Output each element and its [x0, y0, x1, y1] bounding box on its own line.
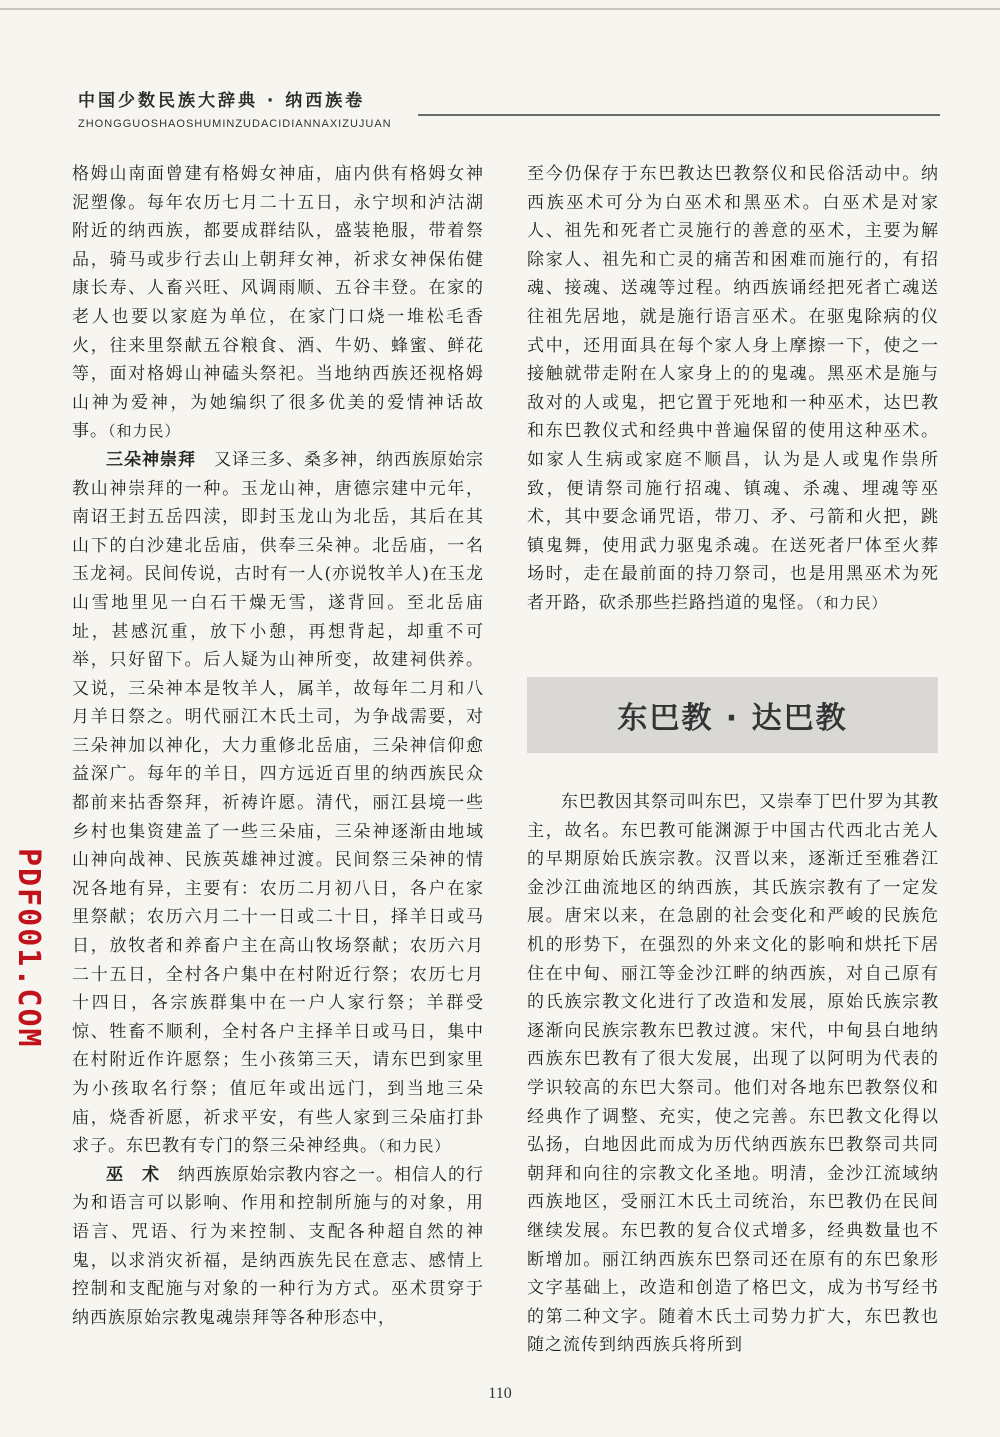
watermark: PDF001.COM: [11, 848, 46, 1049]
author-credit: （和力民）: [815, 593, 888, 612]
author-credit: （和力民）: [378, 1137, 451, 1156]
paragraph-text: 格姆山南面曾建有格姆女神庙，庙内供有格姆女神泥塑像。每年农历七月二十五日，永宁坝和泸沽湖附近的纳西族，都要成群结队，盛装艳服，带着祭品，骑马或步行去山上朝拜女神，祈求女神保佑健康长寿、人畜兴旺、风调雨顺、五谷丰登。在家的老人也要以家庭为单位，在家门口烧一堆松毛香火，往来里祭献五谷粮食、酒、牛奶、蜂蜜、鲜花等，面对格姆山神磕头祭祀。当地纳西族还视格姆山神为爱神，为她编织了很多优美的爱情神话故事。: [72, 164, 484, 442]
entry-body: 纳西族原始宗教内容之一。相信人的行为和语言可以影响、作用和控制所施与的对象，用语言、咒语、行为来控制、支配各种超自然的神鬼，以求消灾祈福，是纳西族先民在意志、感情上控制和支配施与对象的一种行为方式。巫术贯穿于纳西族原始宗教鬼魂崇拜等各种形态中，: [72, 1164, 484, 1328]
paragraph-text: 至今仍保存于东巴教达巴教祭仪和民俗活动中。纳西族巫术可分为白巫术和黑巫术。白巫术是对家人、祖先和死者亡灵施行的善意的巫术，主要为解除家人、祖先和亡灵的痛苦和困难而施行的，有招魂、接魂、送魂等过程。纳西族诵经把死者亡魂送往祖先居地，就是施行语言巫术。在驱鬼除病的仪式中，还用面具在每个家人身上摩擦一下，使之一接触就带走附在人家身上的的鬼魂。黑巫术是施与敌对的人或鬼，把它置于死地和一种巫术，达巴教和东巴教仪式和经典中普遍保留的使用这种巫术。如家人生病或家庭不顺昌，认为是人或鬼作祟所致，便请祭司施行招魂、镇魂、杀魂、埋魂等巫术，其中要念诵咒语，带刀、矛、弓箭和火把，跳镇鬼舞，使用武力驱鬼杀魂。在送死者尸体至火葬场时，走在最前面的持刀祭司，也是用黑巫术为死者开路，砍杀那些拦路挡道的鬼怪。: [527, 164, 939, 613]
header-rule: [418, 114, 940, 116]
author-credit: （和力民）: [108, 422, 181, 441]
section-heading-box: [527, 677, 938, 753]
section-heading: 东巴教 · 达巴教: [617, 701, 848, 736]
entry-title: 三朵神崇拜: [106, 449, 196, 470]
paragraph: [527, 160, 939, 618]
entry-wushu: [72, 1161, 484, 1333]
entry-sanduo: [72, 446, 484, 1161]
entry-title: 巫 术: [106, 1164, 160, 1185]
left-column: [72, 160, 484, 1332]
paragraph: [72, 160, 484, 446]
entry-body: 又译三多、桑多神，纳西族原始宗教山神崇拜的一种。玉龙山神，唐德宗建中元年，南诏王封五岳四渎，即封玉龙山为北岳，其后在其山下的白沙建北岳庙，供奉三朵神。北岳庙，一名玉龙祠。民间传说，古时有一人(亦说牧羊人)在玉龙山雪地里见一白石干燥无雪，遂背回。至北岳庙址，甚感沉重，放下小憩，再想背起，却重不可举，只好留下。后人疑为山神所变，故建祠供养。又说，三朵神本是牧羊人，属羊，故每年二月和八月羊日祭之。明代丽江木氏土司，为争战需要，对三朵神加以神化，大力重修北岳庙，三朵神信仰愈益深广。每年的羊日，四方远近百里的纳西族民众都前来拈香祭拜，祈祷许愿。清代，丽江县境一些乡村也集资建盖了一些三朵庙，三朵神逐渐由地域山神向战神、民族英雄神过渡。民间祭三朵神的情况各地有异，主要有：农历二月初八日，各户在家里祭献；农历六月二十一日或二十日，择羊日或马日，放牧者和养畜户主在高山牧场祭献；农历六月二十五日，全村各户集中在村附近行祭；农历七月十四日，各宗族群集中在一户人家行祭；羊群受惊、牲畜不顺利，全村各户主择羊日或马日，集中在村附近作许愿祭；生小孩第三天，请东巴到家里为小孩取名行祭；值厄年或出远门，到当地三朵庙，烧香祈愿，祈求平安，有些人家到三朵庙打卦求子。东巴教有专门的祭三朵神经典。: [72, 449, 484, 1157]
top-border: [0, 8, 1000, 10]
right-column-top: [527, 160, 939, 618]
paragraph: 东巴教因其祭司叫东巴，又崇奉丁巴什罗为其教主，故名。东巴教可能渊源于中国古代西北古羌人的早期原始氏族宗教。汉晋以来，逐渐迁至雅砻江金沙江曲流地区的纳西族，其氏族宗教有了一定发展。唐宋以来，在急剧的社会变化和严峻的民族危机的形势下，在强烈的外来文化的影响和烘托下居住在中甸、丽江等金沙江畔的纳西族，对自己原有的氏族宗教文化进行了改造和发展，原始氏族宗教逐渐向民族宗教东巴教过渡。宋代，中甸县白地纳西族东巴教有了很大发展，出现了以阿明为代表的学识较高的东巴大祭司。他们对各地东巴教祭仪和经典作了调整、充实，使之完善。东巴教文化得以弘扬，白地因此而成为历代纳西族东巴教祭司共同朝拜和向往的宗教文化圣地。明清，金沙江流域纳西族地区，受丽江木氏土司统治，东巴教仍在民间继续发展。东巴教的复合仪式增多，经典数量也不断增加。丽江纳西族东巴祭司还在原有的东巴象形文字基础上，改造和创造了格巴文，成为书写经书的第二种文字。随着木氏土司势力扩大，东巴教也随之流传到纳西族兵将所到: [527, 792, 939, 1356]
right-column-bottom: [527, 788, 939, 1360]
page-number: 110: [488, 1385, 512, 1402]
running-header-pinyin: ZHONGGUOSHAOSHUMINZUDACIDIANNAXIZUJUAN: [78, 118, 392, 130]
running-header-title: 中国少数民族大辞典 · 纳西族卷: [78, 91, 366, 111]
